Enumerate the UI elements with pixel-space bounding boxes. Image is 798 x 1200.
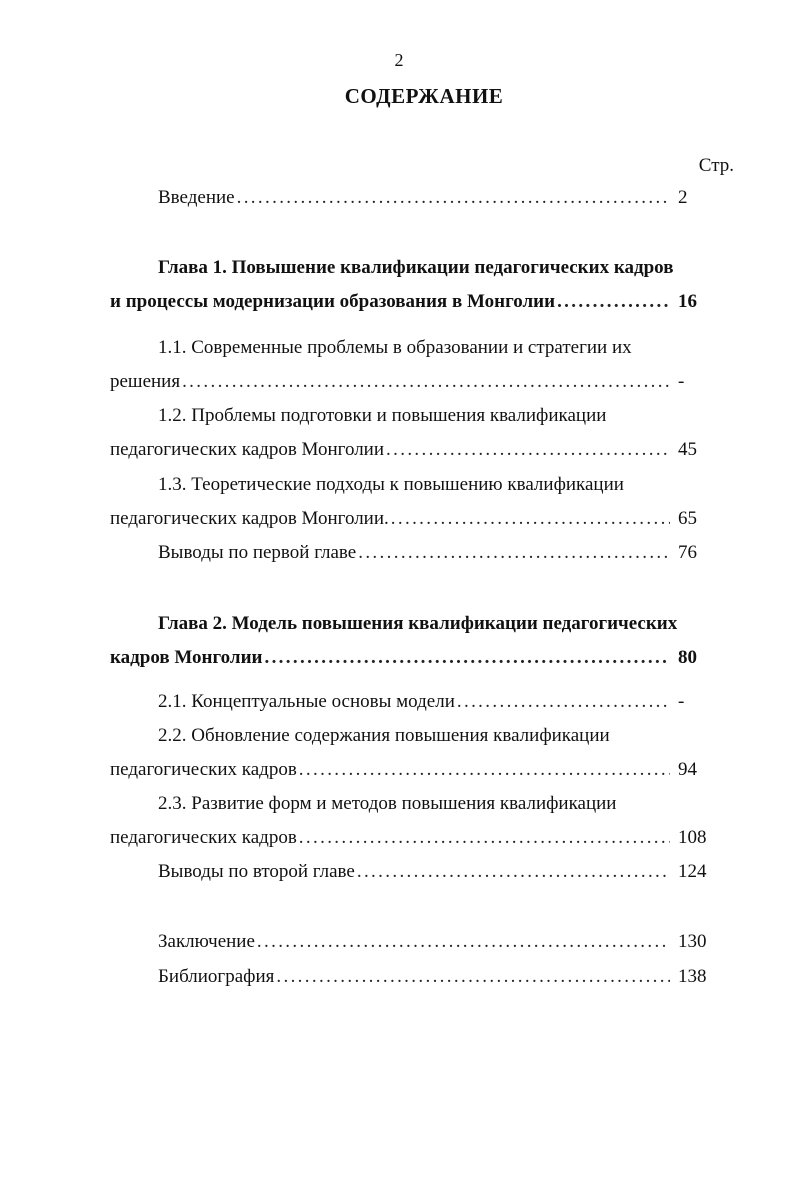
toc-entry-page: 94	[678, 759, 697, 780]
page-number: 2	[394, 50, 404, 70]
chapter1-heading-line1: Глава 1. Повышение квалификации педагогических кадров	[158, 257, 674, 278]
toc-entry-page: 124	[678, 861, 707, 882]
toc-entry-final-conclusion[interactable]	[158, 930, 718, 954]
toc-entry-page: 138	[678, 966, 707, 987]
dot-leader	[276, 965, 670, 989]
toc-entry-section-1-1[interactable]	[110, 370, 718, 394]
toc-entry-section-2-1[interactable]	[158, 690, 718, 714]
dot-leader	[299, 758, 670, 782]
toc-entry-section-1-3[interactable]	[110, 507, 718, 531]
dot-leader	[557, 290, 670, 314]
section-2-3-line1: 2.3. Развитие форм и методов повышения квалификации	[158, 793, 617, 814]
toc-entry-page: 45	[678, 439, 697, 460]
section-1-2-line1: 1.2. Проблемы подготовки и повышения квалификации	[158, 405, 607, 426]
section-1-3-line1: 1.3. Теоретические подходы к повышению квалификации	[158, 474, 624, 495]
toc-entry-page: 108	[678, 827, 707, 848]
section-2-2-line1: 2.2. Обновление содержания повышения квалификации	[158, 725, 610, 746]
toc-entry-chapter2-conclusion[interactable]	[158, 860, 718, 884]
toc-entry-section-1-2[interactable]	[110, 438, 718, 462]
toc-entry-text: Библиография	[158, 966, 275, 987]
toc-entry-page: 16	[678, 291, 697, 312]
toc-entry-page: 80	[678, 647, 697, 668]
dot-leader	[386, 438, 670, 462]
toc-entry-chapter1[interactable]	[110, 290, 718, 314]
toc-entry-chapter2[interactable]	[110, 646, 718, 670]
toc-entry-chapter1-conclusion[interactable]	[158, 541, 718, 565]
toc-entry-section-2-3[interactable]	[110, 826, 718, 850]
toc-entry-page: 2	[678, 187, 688, 208]
toc-entry-intro[interactable]	[158, 186, 718, 210]
dot-leader	[457, 690, 670, 714]
toc-entry-page: 130	[678, 931, 707, 952]
dot-leader	[182, 370, 670, 394]
toc-entry-text: педагогических кадров	[110, 827, 297, 848]
dot-leader	[299, 826, 670, 850]
toc-entry-text: Заключение	[158, 931, 255, 952]
dot-leader	[264, 646, 670, 670]
toc-entry-section-2-2[interactable]	[110, 758, 718, 782]
toc-entry-text: педагогических кадров Монголии	[110, 439, 385, 460]
toc-entry-text: 2.1. Концептуальные основы модели	[158, 691, 455, 712]
toc-entry-bibliography[interactable]	[158, 965, 718, 989]
toc-entry-page: -	[678, 371, 685, 392]
toc-entry-text: кадров Монголии	[110, 647, 263, 668]
dot-leader	[358, 541, 670, 565]
toc-entry-text: Введение	[158, 187, 235, 208]
dot-leader	[357, 860, 670, 884]
toc-entry-text: Выводы по второй главе	[158, 861, 355, 882]
toc-entry-text: Выводы по первой главе	[158, 542, 357, 563]
toc-title: СОДЕРЖАНИЕ	[344, 84, 504, 108]
toc-entry-text: педагогических кадров	[110, 759, 297, 780]
toc-entry-text: решения	[110, 371, 181, 392]
dot-leader	[391, 507, 670, 531]
toc-entry-page: -	[678, 691, 685, 712]
page-column-header: Стр.	[698, 155, 734, 176]
toc-entry-text: и процессы модернизации образования в Монголии	[110, 291, 556, 312]
toc-entry-page: 76	[678, 542, 697, 563]
dot-leader	[237, 186, 670, 210]
section-1-1-line1: 1.1. Современные проблемы в образовании и стратегии их	[158, 337, 632, 358]
dot-leader	[257, 930, 670, 954]
toc-entry-text: педагогических кадров Монголии.	[110, 508, 389, 529]
toc-entry-page: 65	[678, 508, 697, 529]
chapter2-heading-line1: Глава 2. Модель повышения квалификации педагогических	[158, 613, 678, 634]
